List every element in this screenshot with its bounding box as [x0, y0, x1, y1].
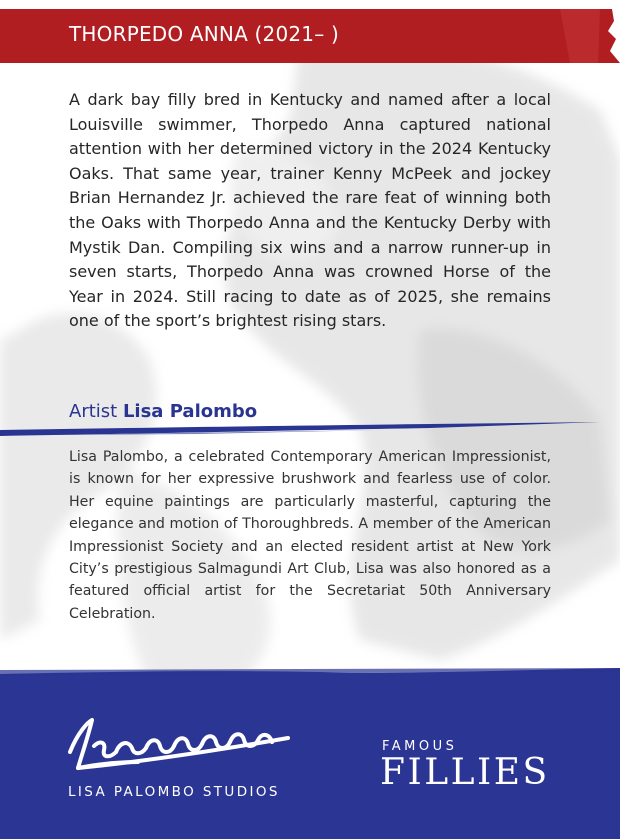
artist-label: Artist	[69, 401, 118, 422]
artist-heading	[69, 401, 257, 422]
series-label-famous: FAMOUS	[382, 739, 458, 754]
horse-biography: A dark bay filly bred in Kentucky and named after a local Louisville swimmer, Thorpedo Anna captured national attention with her determined victory in the 2024 Kentucky Oaks. That same year, trainer Kenny McPeek and jockey Brian Hernandez Jr. achieved the rare feat of winning both the Oaks with Thorpedo Anna and the Kentucky Derby with Mystik Dan. Compiling six wins and a narrow runner-up in seven starts, Thorpedo Anna was crowned Horse of the Year in 2024. Still racing to date as of 2025, she remains one of the sport’s brightest rising stars.	[69, 90, 551, 331]
page-title: THORPEDO ANNA (2021– )	[69, 22, 339, 46]
blue-brush-stroke	[0, 420, 620, 442]
series-label-fillies: FILLIES	[380, 752, 550, 793]
studio-name: LISA PALOMBO STUDIOS	[68, 784, 280, 800]
lisa-palombo-signature-logo	[58, 712, 298, 782]
artist-name: Lisa Palombo	[122, 401, 258, 422]
artist-biography: Lisa Palombo, a celebrated Contemporary American Impressionist, is known for her expressive brushwork and fearless use of color. Her equine paintings are particularly masterful, capturing the elegance and motion of Thoroughbreds. A member of the American Impressionist Society and an elected resident artist at New York City’s prestigious Salmagundi Art Club, Lisa was also honored as a featured official artist for the Secretariat 50th Anniversary Celebration.	[69, 449, 551, 622]
